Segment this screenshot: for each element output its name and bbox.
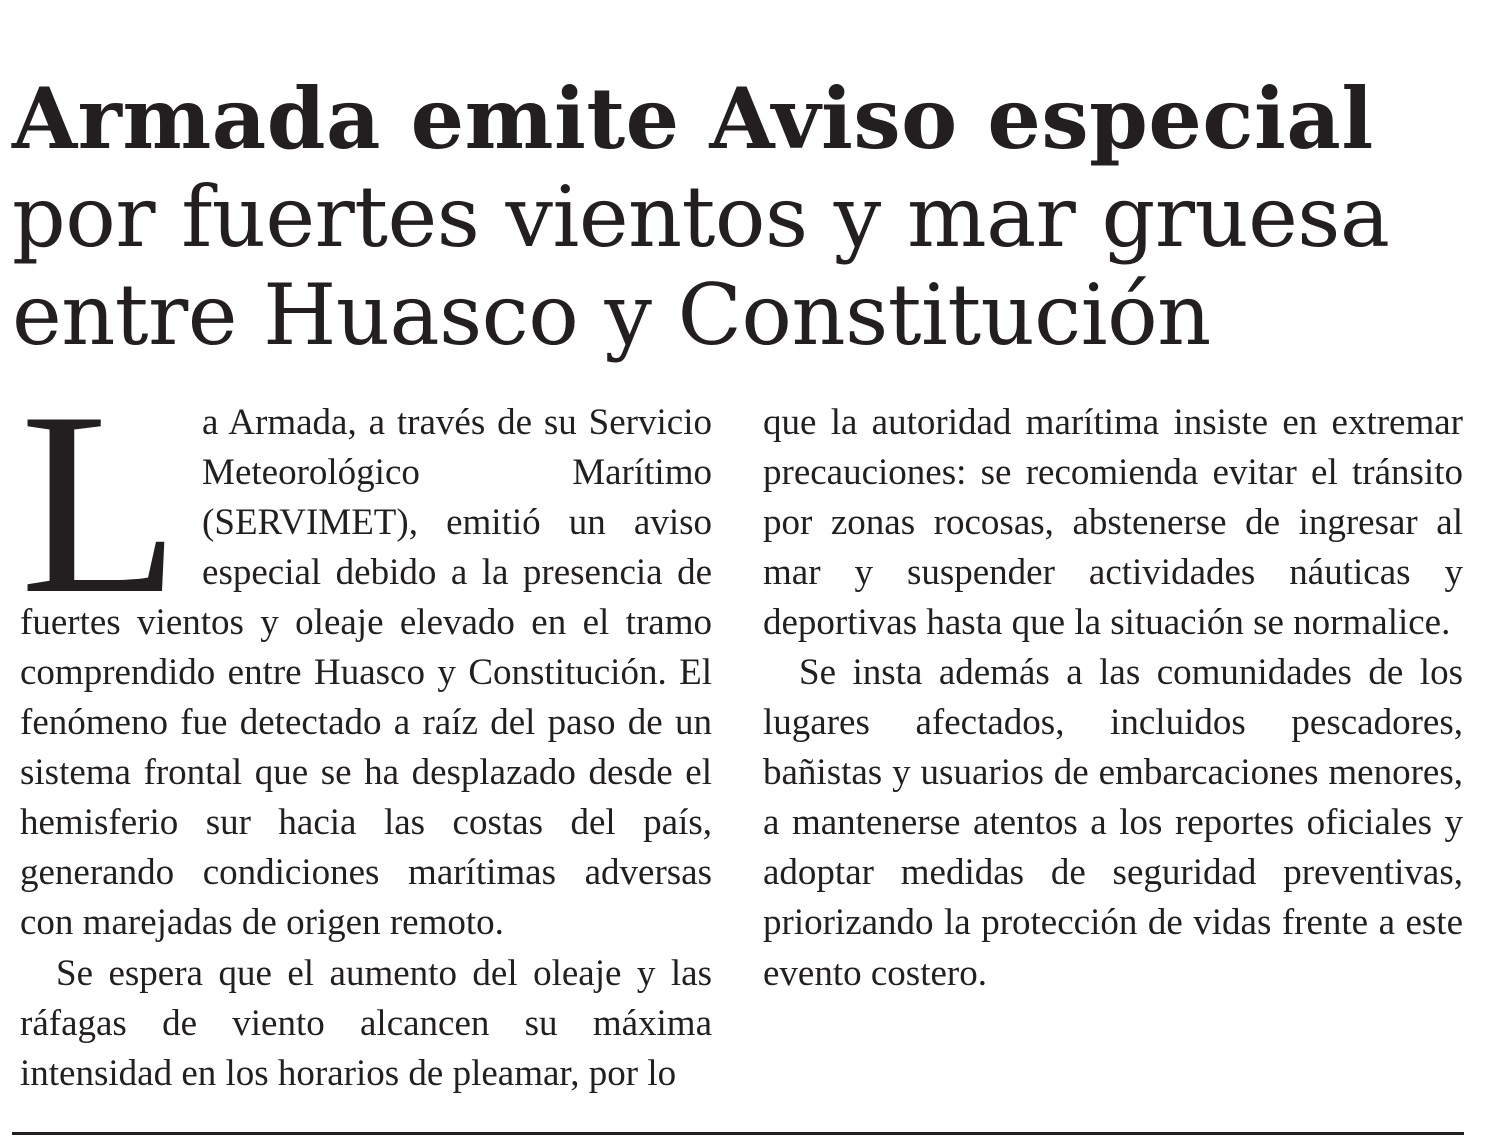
headline-line-2: por fuertes vientos y mar gruesa: [12, 168, 1390, 266]
headline-line-3: entre Huasco y Constitución: [12, 266, 1211, 364]
drop-cap: L: [20, 358, 181, 648]
paragraph-3: Se insta además a las comunidades de los lugares afectados, incluidos pescadores, bañistas y usuarios de embarcaciones menores, a mantenerse atentos a los reportes oficiales y adoptar medidas de seguridad preventivas, priorizando la protección de vidas frente a este evento costero.: [763, 652, 1463, 994]
paragraph-1: a Armada, a través de su Servicio Meteorológico Marítimo (SERVIMET), emitió un aviso especial debido a la presencia de fuertes vientos y oleaje elevado en el tramo comprendido entre Huasco y Constitución. El fenómeno fue detectado a raíz del paso de un sistema frontal que se ha desplazado desde el hemisferio sur hacia las costas del país, generando condiciones marítimas adversas con marejadas de origen remoto.: [20, 402, 712, 944]
paragraph-2-continued: que la autoridad marítima insiste en extremar precauciones: se recomienda evitar el tránsito por zonas rocosas, abstenerse de ingresar al mar y suspender actividades náuticas y deportivas hasta que la situación se normalice.: [763, 402, 1463, 644]
article-column-right: [763, 398, 1463, 999]
bottom-divider: [12, 1132, 1464, 1135]
headline-line-1: Armada emite Aviso especial: [12, 69, 1374, 168]
paragraph-2: Se espera que el aumento del oleaje y las ráfagas de viento alcancen su máxima intensidad en los horarios de pleamar, por lo: [20, 952, 712, 1094]
article-column-left: [20, 358, 712, 1099]
article-headline: [12, 70, 1492, 364]
